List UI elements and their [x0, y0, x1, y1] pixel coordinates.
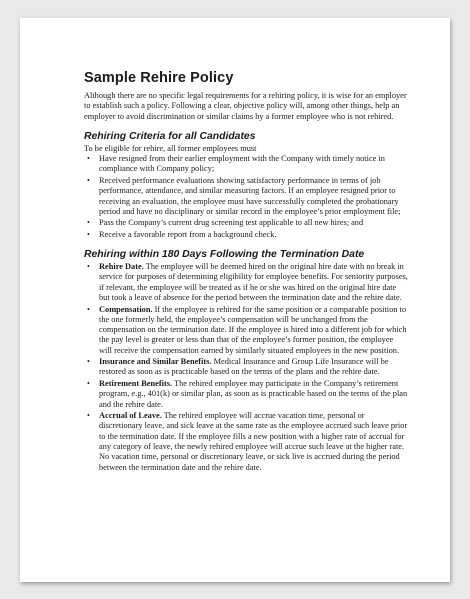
criteria-item	[84, 218, 408, 228]
rehire-item-text: The rehired employee will accrue vacation time, personal or discretionary leave, and sick leave at the same rate as the employee accrued such leave prior to the termination date. If the employee fills a new position with a higher rate of accrual for any category of leave, the newly rehired employee will accrue such leave at the higher rate. No vacation time, personal or discretionary leave, or sick live is accrued during the period between the termination date and the rehire date.	[99, 411, 408, 472]
rehire-item	[84, 411, 408, 473]
rehire-item	[84, 262, 408, 303]
bullet-icon: •	[87, 378, 90, 388]
rehire-item-term: Rehire Date.	[99, 262, 144, 272]
bullet-icon: •	[87, 229, 90, 239]
criteria-item-text: Receive a favorable report from a background check.	[99, 229, 277, 239]
rehire-item-text: If the employee is rehired for the same position or a comparable position to the one formerly held, the employee’s compensation will be unchanged from the compensation on the termination date. If the employee is hired into a different job for which the pay level is greater or less than that of the employee’s former position, the employee will receive the compensation earned by similarly situated employees in the new position.	[99, 304, 407, 355]
rehire-item	[84, 305, 408, 356]
rehire-item	[84, 357, 408, 378]
rehire-item-text: Medical Insurance and Group Life Insurance will be restored as soon as is practicable based on the terms of the plans and the rehire date.	[99, 357, 389, 377]
rehire-item-term: Insurance and Similar Benefits.	[99, 357, 212, 367]
bullet-icon: •	[87, 411, 90, 421]
rehire-item-term: Compensation.	[99, 304, 153, 314]
criteria-item-text: Received performance evaluations showing satisfactory performance in terms of job performance, attendance, and similar measuring factors. If an employee resigned prior to receiving an evaluation, the employee must have successfully completed the probationary period and have no disciplinary or similar record in the employee’s prior employment file;	[99, 175, 401, 216]
bullet-icon: •	[87, 304, 90, 314]
rehire-item-text: The employee will be deemed hired on the original hire date with no break in service for purposes of determining eligibility for employee benefits. For seniority purposes, if relevant, the employee will be treated as if he or she was hired on the original hire date but took a leave of absence for the period between the termination date and the rehire date.	[99, 262, 408, 303]
intro-paragraph: Although there are no specific legal requirements for a rehiring policy, it is wise for an employer to establish such a policy. Following a clear, objective policy will, among other things, help an employer to avoid discrimination or similar claims by a former employee who is not rehired.	[84, 91, 407, 121]
rehire-item-term: Accrual of Leave.	[99, 411, 162, 421]
rehire-item-text: The rehired employee may participate in the Company’s retirement program, e.g., 401(k) or similar plan, as soon as is practicable based on the terms of the plan and the rehire date.	[99, 378, 408, 409]
criteria-item-text: Have resigned from their earlier employment with the Company with timely notice in compliance with Company policy;	[99, 154, 385, 174]
criteria-list	[84, 154, 408, 240]
document-page	[20, 18, 450, 582]
rehire-180-list	[84, 262, 408, 473]
criteria-lead: To be eligible for rehire, all former employees must	[84, 143, 257, 153]
criteria-item-text: Pass the Company’s current drug screening test applicable to all new hires; and	[99, 218, 364, 228]
rehire-180-heading: Rehiring within 180 Days Following the Termination Date	[84, 249, 365, 261]
bullet-icon: •	[87, 357, 90, 367]
document-title: Sample Rehire Policy	[84, 70, 234, 86]
criteria-heading: Rehiring Criteria for all Candidates	[84, 130, 256, 142]
bullet-icon: •	[87, 175, 90, 185]
bullet-icon: •	[87, 154, 90, 164]
criteria-item	[84, 230, 408, 240]
bullet-icon: •	[87, 262, 90, 272]
rehire-item	[84, 379, 408, 410]
bullet-icon: •	[87, 218, 90, 228]
criteria-item	[84, 154, 408, 175]
criteria-item	[84, 176, 408, 217]
rehire-item-term: Retirement Benefits.	[99, 378, 173, 388]
